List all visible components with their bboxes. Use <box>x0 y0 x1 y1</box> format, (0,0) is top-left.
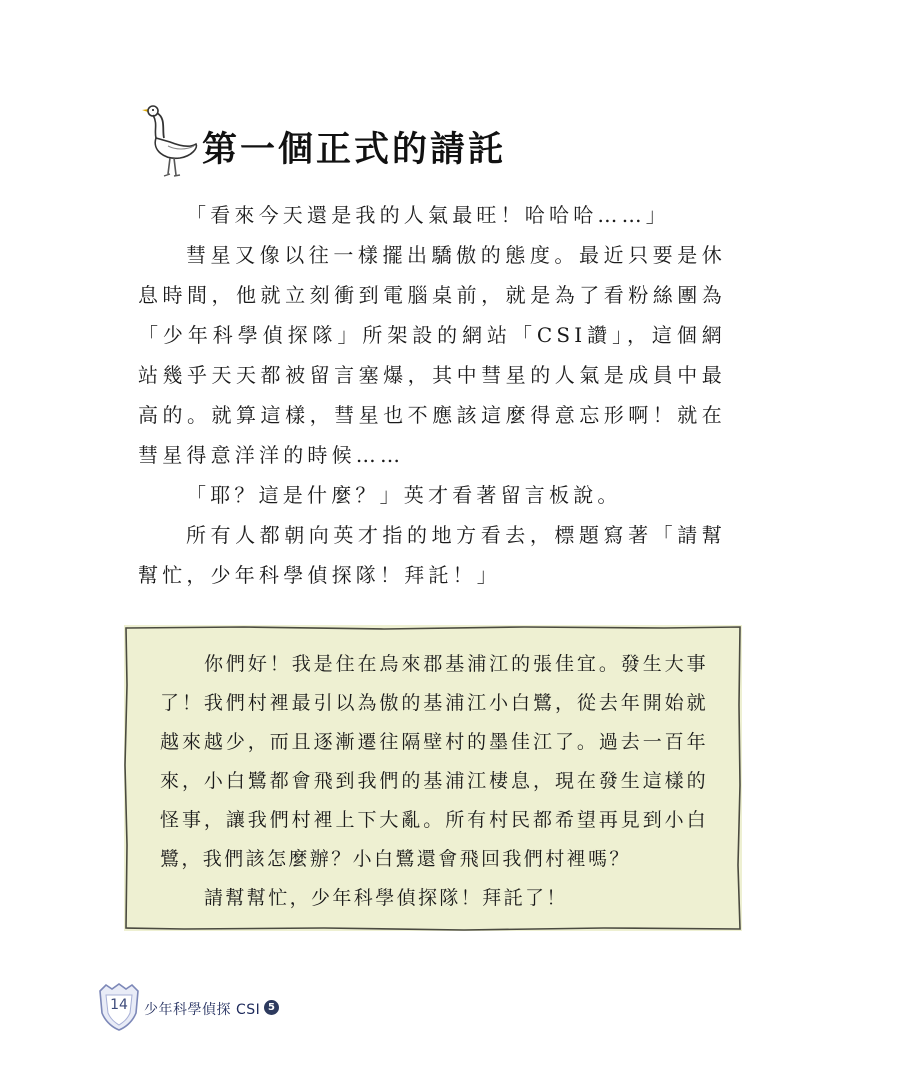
series-title: 少年科學偵探 CSI <box>144 1002 261 1018</box>
story-paragraph: 「看來今天還是我的人氣最旺！哈哈哈……」 <box>186 203 670 227</box>
story-text <box>138 195 726 595</box>
page-number: 14 <box>110 997 128 1013</box>
message-board-letter <box>124 625 742 931</box>
volume-badge: 5 <box>264 1000 279 1015</box>
story-paragraph: 所有人都朝向英才指的地方看去，標題寫著「請幫幫忙，少年科學偵探隊！拜託！」 <box>138 523 726 587</box>
chapter-title: 第一個正式的請託 <box>202 130 507 170</box>
egret-icon <box>140 100 200 180</box>
letter-text <box>160 645 708 918</box>
letter-paragraph: 請幫幫忙，少年科學偵探隊！拜託了！ <box>204 887 568 909</box>
letter-paragraph: 你們好！我是住在烏來郡基浦江的張佳宜。發生大事了！我們村裡最引以為傲的基浦江小白鷺，從去年開始就越來越少，而且逐漸遷往隔壁村的墨佳江了。過去一百年來，小白鷺都會飛到我們的基浦江棲息，現在發生這樣的怪事，讓我們村裡上下大亂。所有村民都希望再見到小白鷺，我們該怎麼辦？小白鷺還會飛回我們村裡嗎？ <box>160 653 708 870</box>
story-paragraph: 彗星又像以往一樣擺出驕傲的態度。最近只要是休息時間，他就立刻衝到電腦桌前，就是為了看粉絲團為「少年科學偵探隊」所架設的網站「CSI讚」，這個網站幾乎天天都被留言塞爆，其中彗星的人氣是成員中最高的。就算這樣，彗星也不應該這麼得意忘形啊！就在彗星得意洋洋的時候…… <box>138 243 726 467</box>
page-footer <box>98 983 398 1033</box>
story-paragraph: 「耶？這是什麼？」英才看著留言板說。 <box>186 483 622 507</box>
chapter-heading <box>140 100 640 190</box>
